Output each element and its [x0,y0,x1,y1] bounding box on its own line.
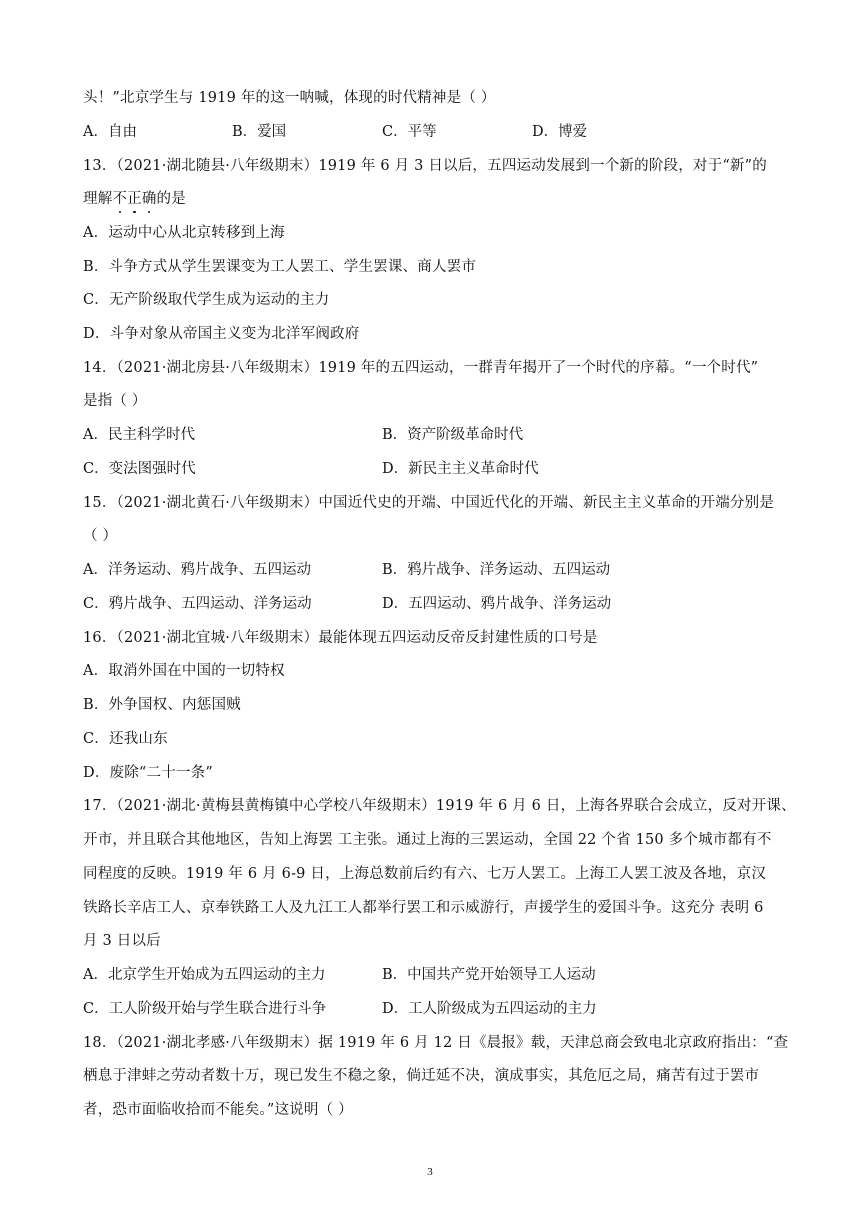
q13-stem-part: 的是 [156,191,186,207]
page-number: 3 [427,1166,433,1178]
q13-option-a: A．运动中心从北京转移到上海 [83,225,285,241]
q17-stem-line2: 开市，并且联合其他地区，告知上海罢 工主张。通过上海的三罢运动，全国 22 个省 150 多个城市都有不 [83,832,772,848]
q12-stem-continuation: 头！”北京学生与 1919 年的这一呐喊，体现的时代精神是（ ） [83,90,496,106]
emphasis-char: 正 [127,191,142,207]
q13-stem-part: 理解 [83,191,113,207]
q16-option-a: A．取消外国在中国的一切特权 [83,663,285,679]
q12-option-a: A．自由 [83,124,137,140]
q13-stem-line1: 13．（2021·湖北随县·八年级期末）1919 年 6 月 3 日以后，五四运动发展到一个新的阶段，对于“新”的 [83,158,767,174]
q15-stem-line2: （ ） [83,528,118,544]
emphasis-char: 不 [112,191,128,207]
q12-option-d: D．博爱 [532,124,588,140]
q14-option-a: A．民主科学时代 [83,427,195,443]
q16-stem: 16．（2021·湖北宜城·八年级期末）最能体现五四运动反帝反封建性质的口号是 [83,630,598,646]
q13-option-c: C．无产阶级取代学生成为运动的主力 [83,292,330,308]
q12-option-b: B．爱国 [232,124,287,140]
q15-option-c: C．鸦片战争、五四运动、洋务运动 [83,596,312,612]
q17-stem-line4: 铁路长辛店工人、京奉铁路工人及九江工人都举行罢工和示威游行，声援学生的爱国斗争。这充分 表明 6 [83,900,764,916]
q18-stem-line3: 者，恐市面临收拾而不能矣。”这说明（ ） [83,1102,353,1118]
q14-option-d: D．新民主主义革命时代 [382,461,539,477]
q16-option-b: B．外争国权、内惩国贼 [83,697,241,713]
q14-stem-line1: 14．（2021·湖北房县·八年级期末）1919 年的五四运动，一群青年揭开了一个时代的序幕。“一个时代” [83,360,759,376]
q17-option-b: B．中国共产党开始领导工人运动 [382,967,596,983]
q13-option-d: D．斗争对象从帝国主义变为北洋军阀政府 [83,326,360,342]
q14-stem-line2: 是指（ ） [83,393,147,409]
q18-stem-line2: 栖息于津蚌之劳动者数十万，现已发生不稳之象，倘迁延不决，演成事实，其危厄之局，痛苦有过于罢市 [83,1068,760,1084]
q17-stem-line1: 17．（2021·湖北·黄梅县黄梅镇中心学校八年级期末）1919 年 6 月 6 日，上海各界联合会成立，反对开课、 [83,798,796,814]
emphasis-char: 确 [141,191,157,207]
q16-option-c: C．还我山东 [83,731,168,747]
q17-stem-line3: 同程度的反映。1919 年 6 月 6-9 日，上海总数前后约有六、七万人罢工。上海工人罢工波及各地，京汉 [83,866,767,882]
q17-option-a: A．北京学生开始成为五四运动的主力 [83,967,326,983]
q17-stem-line5: 月 3 日以后 [83,933,161,949]
q13-stem-line2 [83,189,186,209]
q14-option-b: B．资产阶级革命时代 [382,427,524,443]
q16-option-d: D．废除“二十一条” [83,765,213,781]
q17-option-d: D．工人阶级成为五四运动的主力 [382,1001,597,1017]
q15-stem-line1: 15．（2021·湖北黄石·八年级期末）中国近代史的开端、中国近代化的开端、新民主主义革命的开端分别是 [83,495,775,511]
q15-option-d: D．五四运动、鸦片战争、洋务运动 [382,596,612,612]
q15-option-b: B．鸦片战争、洋务运动、五四运动 [382,562,611,578]
q18-stem-line1: 18．（2021·湖北孝感·八年级期末）据 1919 年 6 月 12 日《晨报》载，天津总商会致电北京政府指出：“查 [83,1035,789,1051]
q13-option-b: B．斗争方式从学生罢课变为工人罢工、学生罢课、商人罢市 [83,259,477,275]
q12-option-c: C．平等 [382,124,437,140]
q17-option-c: C．工人阶级开始与学生联合进行斗争 [83,1001,327,1017]
q14-option-c: C．变法图强时代 [83,461,196,477]
q15-option-a: A．洋务运动、鸦片战争、五四运动 [83,562,311,578]
